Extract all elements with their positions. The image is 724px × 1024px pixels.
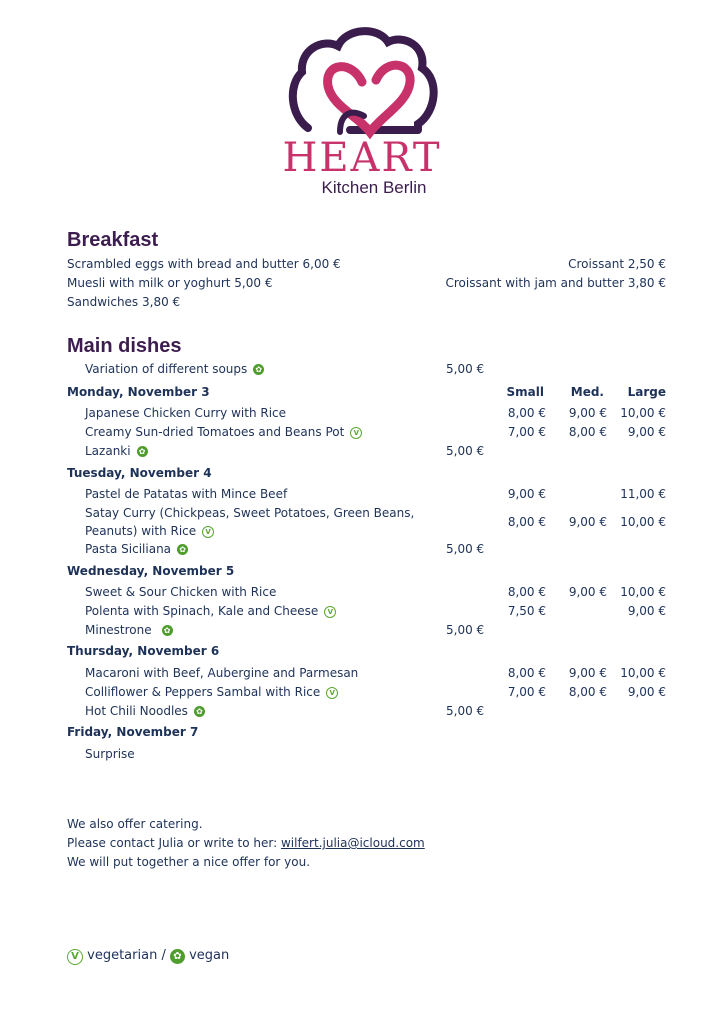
- soups-item: [85, 361, 264, 377]
- diet-legend: [67, 948, 229, 965]
- dish-item: [85, 622, 173, 638]
- dish-price-small: 9,00 €: [507, 487, 546, 501]
- dish-price-med: 9,00 €: [568, 406, 607, 420]
- dish-price-large: 10,00 €: [620, 406, 666, 420]
- vegetarian-icon: V: [324, 606, 336, 618]
- dish-price-small: 8,00 €: [507, 515, 546, 529]
- dish-price-med: 8,00 €: [568, 685, 607, 699]
- dish-price: 5,00 €: [446, 444, 485, 458]
- breakfast-item: Croissant 2,50 €: [568, 257, 666, 271]
- dish-label: Sweet & Sour Chicken with Rice: [85, 585, 277, 599]
- day-heading-monday: Monday, November 3: [67, 385, 210, 399]
- catering-contact: [67, 835, 425, 851]
- dish-price: 5,00 €: [446, 704, 485, 718]
- catering-contact-text: Please contact Julia or write to her:: [67, 836, 281, 850]
- vegetarian-icon: V: [350, 427, 362, 439]
- dish-label-line2: Peanuts) with Rice: [85, 524, 197, 538]
- dish-label: Pastel de Patatas with Mince Beef: [85, 487, 288, 501]
- dish-label: Macaroni with Beef, Aubergine and Parmesan: [85, 666, 359, 680]
- dish-label: Minestrone: [85, 623, 152, 637]
- catering-line: We also offer catering.: [67, 817, 203, 831]
- dish-price: 5,00 €: [446, 623, 485, 637]
- size-header-med: Med.: [570, 385, 604, 399]
- dish-item: [85, 603, 336, 619]
- vegan-icon: ✿: [177, 544, 188, 555]
- dish-item: [85, 523, 214, 539]
- dish-price-large: 10,00 €: [620, 515, 666, 529]
- dish-price-large: 9,00 €: [627, 685, 666, 699]
- dish-label: Hot Chili Noodles: [85, 704, 188, 718]
- dish-price-large: 10,00 €: [620, 585, 666, 599]
- dish-item: [85, 541, 188, 557]
- dish-item: [85, 703, 205, 719]
- legend-vegan-label: vegan: [189, 948, 230, 963]
- day-heading-tuesday: Tuesday, November 4: [67, 466, 212, 480]
- dish-price-large: 9,00 €: [627, 604, 666, 618]
- dish-item: [85, 443, 148, 459]
- dish-label: Lazanki: [85, 444, 131, 458]
- dish-price-small: 8,00 €: [507, 666, 546, 680]
- dish-label-line1: Satay Curry (Chickpeas, Sweet Potatoes, Green Beans,: [85, 506, 415, 520]
- dish-price-small: 8,00 €: [507, 406, 546, 420]
- vegetarian-icon: V: [202, 526, 214, 538]
- dish-item: [85, 684, 338, 700]
- day-heading-wednesday: Wednesday, November 5: [67, 564, 235, 578]
- dish-price-large: 10,00 €: [620, 666, 666, 680]
- dish-price-small: 7,50 €: [507, 604, 546, 618]
- dish-price-small: 7,00 €: [507, 425, 546, 439]
- day-heading-friday: Friday, November 7: [67, 725, 199, 739]
- dish-label: Creamy Sun-dried Tomatoes and Beans Pot: [85, 425, 345, 439]
- breakfast-item: Muesli with milk or yoghurt 5,00 €: [67, 276, 273, 290]
- dish-label: Surprise: [85, 747, 135, 761]
- breakfast-item: Sandwiches 3,80 €: [67, 295, 181, 309]
- soups-label: Variation of different soups: [85, 362, 248, 376]
- dish-label: Japanese Chicken Curry with Rice: [85, 406, 287, 420]
- soups-price: 5,00 €: [446, 362, 485, 376]
- vegan-icon: ✿: [162, 625, 173, 636]
- dish-price-large: 9,00 €: [627, 425, 666, 439]
- dish-price-large: 11,00 €: [620, 487, 666, 501]
- catering-email-link[interactable]: wilfert.julia@icloud.com: [280, 836, 425, 850]
- vegetarian-icon: V: [326, 687, 338, 699]
- size-header-small: Small: [506, 385, 544, 399]
- dish-price-med: 9,00 €: [568, 666, 607, 680]
- vegan-icon: ✿: [194, 706, 205, 717]
- size-header-large: Large: [627, 385, 666, 399]
- breakfast-item: Scrambled eggs with bread and butter 6,00 €: [67, 257, 341, 271]
- logo-word-heart: HEART: [282, 135, 442, 181]
- dish-price-med: 8,00 €: [568, 425, 607, 439]
- catering-line: We will put together a nice offer for you.: [67, 855, 311, 869]
- dish-item: [85, 424, 362, 440]
- day-heading-thursday: Thursday, November 6: [67, 644, 220, 658]
- dish-label: Polenta with Spinach, Kale and Cheese: [85, 604, 319, 618]
- breakfast-heading: Breakfast: [67, 229, 159, 251]
- vegetarian-icon: V: [67, 949, 83, 965]
- logo-word-kitchen-berlin: Kitchen Berlin: [321, 178, 427, 197]
- main-dishes-heading: Main dishes: [67, 335, 182, 357]
- dish-label: Pasta Siciliana: [85, 542, 172, 556]
- breakfast-item: Croissant with jam and butter 3,80 €: [445, 276, 666, 290]
- dish-price-med: 9,00 €: [568, 585, 607, 599]
- dish-price-small: 7,00 €: [507, 685, 546, 699]
- vegan-icon: ✿: [253, 364, 264, 375]
- vegan-icon: ✿: [170, 949, 185, 964]
- dish-label: Colliflower & Peppers Sambal with Rice: [85, 685, 321, 699]
- legend-vegetarian-label: vegetarian /: [87, 948, 166, 963]
- dish-price-med: 9,00 €: [568, 515, 607, 529]
- dish-price: 5,00 €: [446, 542, 485, 556]
- dish-price-small: 8,00 €: [507, 585, 546, 599]
- vegan-icon: ✿: [137, 446, 148, 457]
